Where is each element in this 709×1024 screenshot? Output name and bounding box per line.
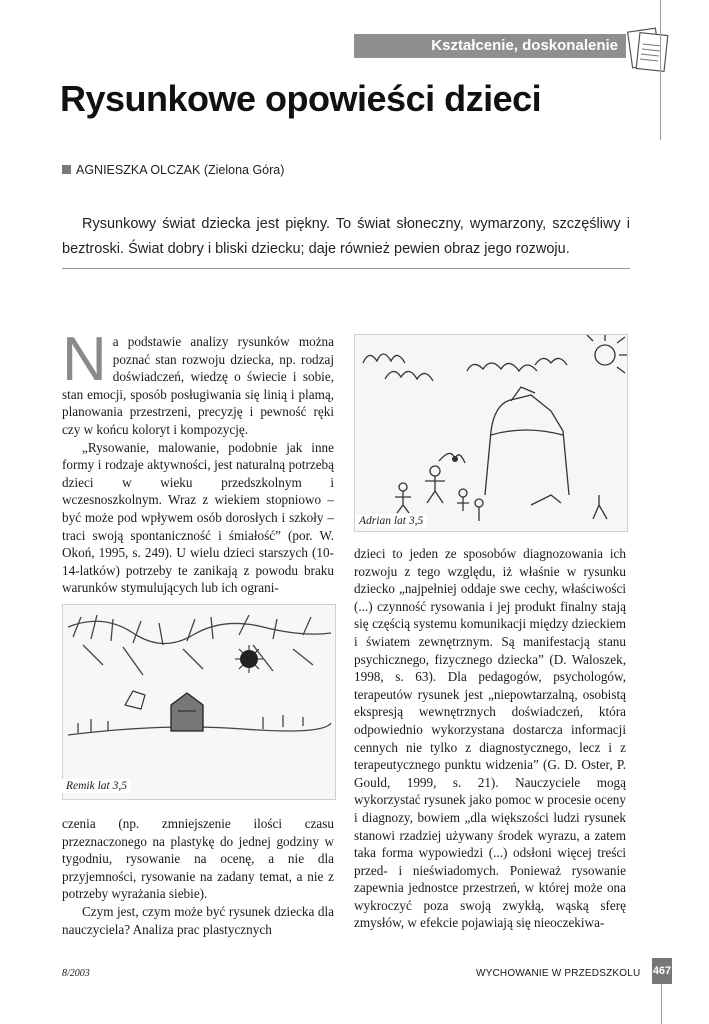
paragraph: Czym jest, czym może być rysunek dziecka dla nauczyciela? Analiza prac plastycznych	[62, 903, 334, 937]
paragraph: czenia (np. zmniejszenie ilości czasu przeznaczonego na plastykę do jednej godziny w tygodniu, rysowanie na ocenę, a nie dla przyjemności, rysowanie na zadany temat, a nie z potrzeby wyrażania siebie).	[62, 816, 334, 902]
author-name: AGNIESZKA OLCZAK (Zielona Góra)	[76, 163, 285, 177]
right-column	[354, 545, 626, 932]
left-column-bottom	[62, 815, 334, 938]
margin-rule	[660, 0, 661, 140]
section-banner: Kształcenie, doskonalenie	[354, 34, 626, 58]
lead-paragraph: Rysunkowy świat dziecka jest piękny. To świat słoneczny, wymarzony, szczęśliwy i beztroski. Świat dobry i bliski dziecku; daje również pewien obraz jego rozwoju.	[62, 216, 630, 257]
author-line	[62, 163, 284, 177]
page-title: Rysunkowe opowieści dzieci	[60, 78, 542, 119]
drop-cap: N	[62, 325, 107, 394]
paragraph: dzieci to jeden ze sposobów diagnozowania ich rozwoju z tego względu, iż właśnie w rysunku dziecko „najpełniej oddaje swe cechy, właściwości (...) czynność rysowania i jej produkt finalny stają się częścią systemu komunikacji między dzieckiem i światem zewnętrznym. Są manifestacją stanu psychicznego, fizycznego dziecka” (D. Waloszek, 1998, s. 63). Dla pedagogów, psychologów, terapeutów rysunek jest „niepowtarzalną, osobistą ekspresją wewnętrznych doświadczeń, która odpowiednio wykorzystana dostarcza informacji cennych nie tylko z diagnostycznego, lecz i z terapeutycznego punktu widzenia” (G. D. Oster, P. Gould, 1999, s. 21). Nauczyciele mogą wykorzystać rysunek jako pomoc w procesie oceny i diagnozy, bowiem „dla większości ludzi rysunek stanowi rzadziej używany środek wyrazu, a zatem taka forma wypowiedzi (...) odsłoni więcej treści przed- i nieświadomych. Ponieważ rysowanie zapewnia jednostce przestrzeń, w której może ona wykroczyć poza swoją zwykłą, wąską sferę zmysłów, w efekcie pojawiają się nieoczekiwa-	[354, 546, 626, 931]
issue-number: 8/2003	[62, 968, 90, 979]
figure-caption: Adrian lat 3,5	[355, 514, 427, 528]
margin-rule-bottom	[661, 984, 662, 1024]
paragraph: „Rysowanie, malowanie, podobnie jak inne formy i rodzaje aktywności, jest naturalną potrzebą dzieci w wieku przedszkolnym i wczesnoszkolnym. Wraz z wiekiem stopniowo – być może pod wpływem osób dorosłych i szkoły – traci swoją spontaniczność i śmiałość” (por. W. Okoń, 1995, s. 249). U wielu dzieci starszych (10-14-latków) potrzeby te zanikają z powodu braku warunków stymulujących lub ich ograni-	[62, 439, 334, 596]
paragraph-text: a podstawie analizy rysunków można poznać stan rozwoju dziecka, np. rodzaj doświadczeń, wiedzę o świecie i sobie, stan emocji, sposób posługiwania się linią i plamą, planowania przestrzeni, precyzję i pewność ręki czy w końcu koloryt i kompozycję.	[62, 334, 334, 437]
drawing-adrian	[354, 334, 628, 532]
documents-icon	[626, 20, 672, 78]
figure-caption: Remik lat 3,5	[62, 779, 131, 793]
drawing-remik	[62, 604, 336, 800]
left-column-top	[62, 325, 334, 597]
magazine-name: WYCHOWANIE W PRZEDSZKOLU	[476, 968, 641, 979]
bullet-square-icon	[62, 165, 71, 174]
page-number: 467	[652, 958, 672, 984]
divider	[62, 268, 630, 269]
intro-paragraph	[62, 325, 334, 439]
